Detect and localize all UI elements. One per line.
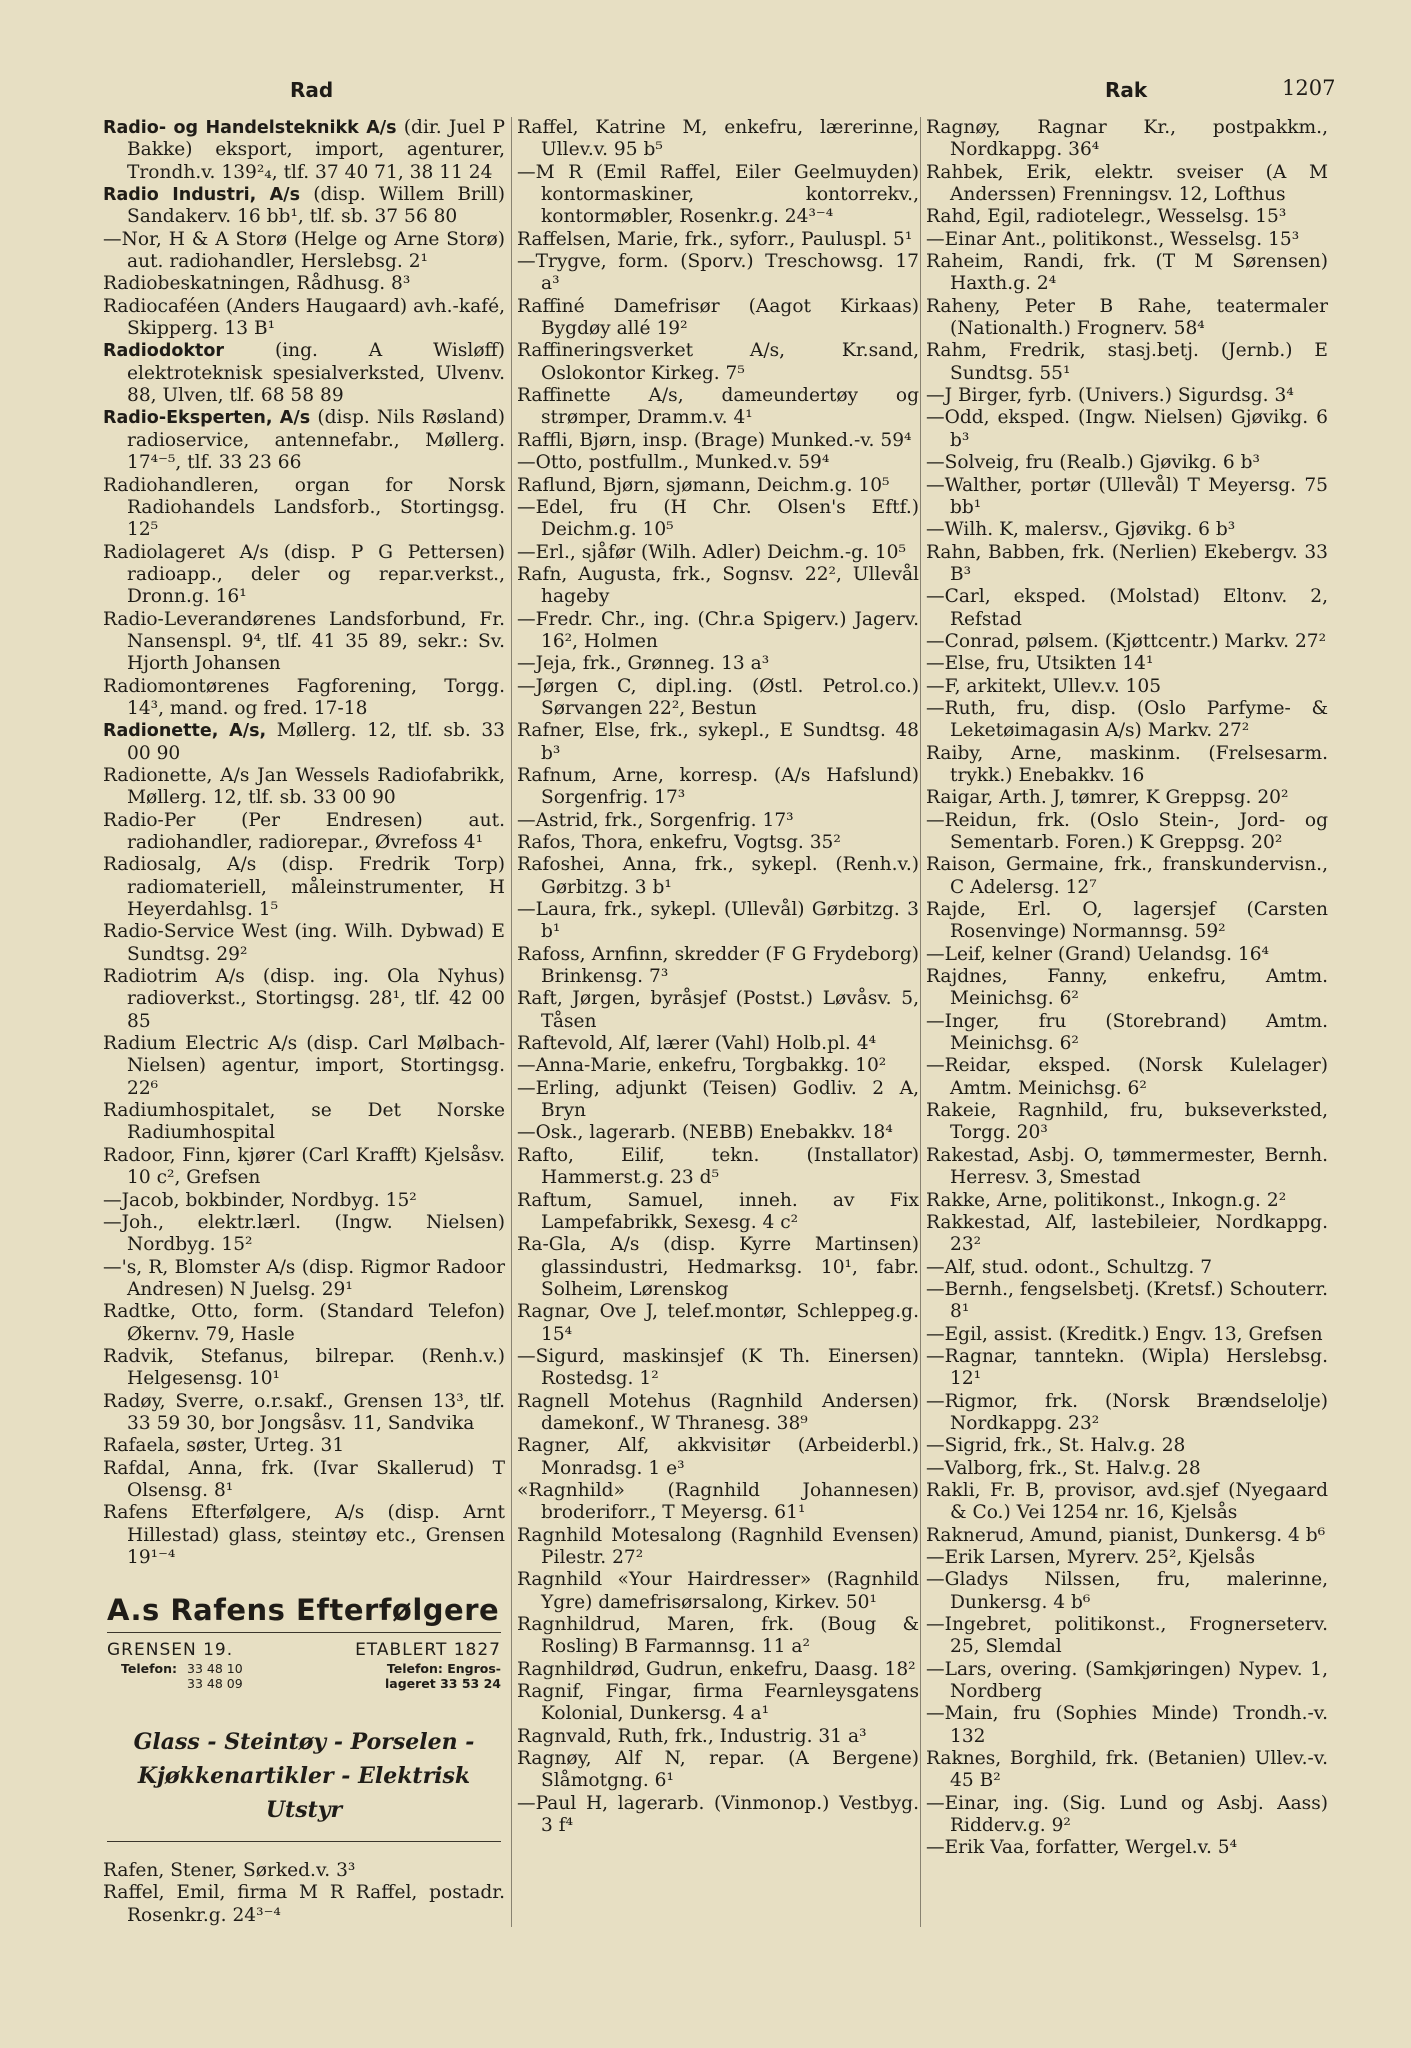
- directory-entry: [926, 475, 1328, 520]
- directory-entry: [517, 944, 919, 989]
- ad-products-line-2: Kjøkkenartikler - Elektrisk Utstyr: [137, 1763, 471, 1824]
- entry-text: —Jacob, bokbinder, Nordbyg. 15²: [103, 1189, 417, 1211]
- directory-entry: [926, 631, 1328, 653]
- entry-text: Rafnum, Arne, korresp. (A/s Hafslund) Sorgenfrig. 17³: [517, 764, 919, 809]
- ad-title: A.s Rafens Efterfølgere: [107, 1597, 501, 1632]
- entry-text: Raheim, Randi, frk. (T M Sørensen) Haxth.g. 2⁴: [926, 251, 1328, 295]
- entry-text: —Astrid, frk., Sorgenfrig. 17³: [517, 809, 794, 831]
- directory-entry: [926, 653, 1328, 675]
- directory-entry: [103, 407, 505, 474]
- directory-entry: [517, 430, 919, 452]
- directory-entry: [926, 452, 1328, 474]
- directory-entry: [517, 229, 919, 251]
- directory-entry: [926, 966, 1328, 1011]
- entry-text: —Erik Larsen, Myrerv. 25², Kjelsås: [926, 1547, 1255, 1568]
- entry-text: Rafens Efterfølgere, A/s (disp. Arnt Hillestad) glass, steintøy etc., Grensen 19¹⁻⁴: [103, 1502, 505, 1568]
- entry-text: Ragnif, Fingar, firma Fearnleysgatens Kolonial, Dunkersg. 4 a¹: [517, 1681, 919, 1725]
- entry-text: —Erling, adjunkt (Teisen) Godliv. 2 A, Bryn: [517, 1077, 919, 1122]
- directory-entry: [926, 1458, 1328, 1480]
- directory-entry: [103, 676, 505, 721]
- entry-text: Rajde, Erl. O, lagersjef (Carsten Rosenvinge) Normannsg. 59²: [926, 899, 1328, 943]
- directory-entry: [926, 1659, 1328, 1704]
- directory-entry: [926, 1614, 1328, 1659]
- entry-text: —Jørgen C, dipl.ing. (Østl. Petrol.co.) Sørvangen 22², Bestun: [517, 675, 919, 719]
- entry-text: Raiby, Arne, maskinm. (Frelsesarm. trykk.) Enebakkv. 16: [926, 742, 1328, 786]
- entry-text: —Otto, postfullm., Munked.v. 59⁴: [517, 452, 830, 474]
- entry-text: Radiohandleren, organ for Norsk Radiohandels Landsforb., Stortingsg. 12⁵: [103, 474, 505, 541]
- entry-text: —Laura, frk., sykepl. (Ullevål) Gørbitzg. 3 b¹: [517, 899, 919, 943]
- page-number: 1207: [1282, 76, 1336, 100]
- column-1: [103, 117, 505, 1927]
- entry-text: Rafen, Stener, Sørked.v. 3³: [103, 1860, 356, 1882]
- entry-text: Ragnvald, Ruth, frk., Industrig. 31 a³: [517, 1725, 867, 1747]
- entry-text: Rafoss, Arnfinn, skredder (F G Frydeborg) Brinkensg. 7³: [517, 943, 919, 988]
- directory-entry: [926, 1346, 1328, 1391]
- directory-entry: [517, 162, 919, 229]
- entry-text: Raflund, Bjørn, sjømann, Deichm.g. 10⁵: [517, 474, 890, 496]
- entry-text: —Solveig, fru (Realb.) Gjøvikg. 6 b³: [926, 452, 1260, 474]
- directory-entry: [103, 117, 505, 184]
- entry-text: Rakeie, Ragnhild, fru, bukseverksted, Torgg. 20³: [926, 1100, 1328, 1144]
- entry-text: Rahm, Fredrik, stasj.betj. (Jernb.) E Sundtsg. 55¹: [926, 340, 1328, 384]
- entry-text: Rakke, Arne, politikonst., Inkogn.g. 2²: [926, 1189, 1287, 1211]
- entry-text: —Jeja, frk., Grønneg. 13 a³: [517, 653, 770, 675]
- directory-entry: [926, 542, 1328, 587]
- directory-entry: [517, 564, 919, 609]
- ad-products-line-1: Glass - Steintøy - Porselen -: [133, 1729, 475, 1756]
- entry-text: Radionette, A/s Jan Wessels Radiofabrikk, Møllerg. 12, tlf. sb. 33 00 90: [103, 764, 505, 809]
- entry-text: Raftevold, Alf, lærer (Vahl) Holb.pl. 4⁴: [517, 1033, 877, 1055]
- directory-entry: [517, 1078, 919, 1123]
- directory-entry: [517, 385, 919, 430]
- directory-entry: [517, 1793, 919, 1838]
- entry-text: Radøy, Sverre, o.r.sakf., Grensen 13³, tlf. 33 59 30, bor Jongsåsv. 11, Sandvika: [103, 1390, 505, 1434]
- entry-text: —Erl., sjåfør (Wilh. Adler) Deichm.-g. 10⁵: [517, 541, 906, 563]
- entry-text: —Paul H, lagerarb. (Vinmonop.) Vestbyg. 3 f⁴: [517, 1792, 919, 1837]
- entry-text: Raffineringsverket A/s, Kr.sand, Oslokontor Kirkeg. 7⁵: [517, 340, 919, 384]
- entry-text: Radiocaféen (Anders Haugaard) avh.-kafé, Skipperg. 13 B¹: [103, 295, 505, 340]
- entry-text: Radiotrim A/s (disp. ing. Ola Nyhus) radioverkst., Stortingsg. 28¹, tlf. 42 00 85: [103, 966, 505, 1032]
- directory-entry: [517, 1190, 919, 1235]
- directory-entry: [517, 676, 919, 721]
- directory-entry: [103, 229, 505, 274]
- directory-entry: [103, 1502, 505, 1569]
- directory-entry: [517, 1055, 919, 1077]
- entry-text: Raknerud, Amund, pianist, Dunkersg. 4 b⁶: [926, 1524, 1326, 1546]
- entry-text: Ragnhildrød, Gudrun, enkefru, Daasg. 18²: [517, 1658, 916, 1680]
- entry-text: —Sigurd, maskinsjef (K Th. Einersen) Rostedsg. 1²: [517, 1345, 919, 1390]
- entry-text: Raftum, Samuel, inneh. av Fix Lampefabrikk, Sexesg. 4 c²: [517, 1189, 919, 1233]
- entry-text: Ra-Gla, A/s (disp. Kyrre Martinsen) glassindustri, Hedmarksg. 10¹, fabr. Solheim, Lørenskog: [517, 1234, 919, 1300]
- directory-entry: [517, 988, 919, 1033]
- directory-entry: [926, 899, 1328, 944]
- directory-entry: [517, 1726, 919, 1748]
- entry-text: —Gladys Nilssen, fru, malerinne, Dunkersg. 4 b⁶: [926, 1569, 1328, 1613]
- entry-text: Ragnhildrud, Maren, frk. (Boug & Rosling) B Farmannsg. 11 a²: [517, 1614, 919, 1658]
- directory-entry: [517, 497, 919, 542]
- directory-entry: [926, 854, 1328, 899]
- directory-entry: [103, 854, 505, 921]
- directory-entry: [926, 407, 1328, 452]
- directory-entry: [517, 832, 919, 854]
- directory-entry: [926, 586, 1328, 631]
- directory-entry: [926, 1100, 1328, 1145]
- directory-entry: [926, 117, 1328, 162]
- directory-entry: [103, 1301, 505, 1346]
- directory-entry: [103, 1145, 505, 1190]
- directory-entry: [517, 542, 919, 564]
- entry-text: Raft, Jørgen, byråsjef (Postst.) Løvåsv. 5, Tåsen: [517, 988, 919, 1032]
- entry-text: Radiomontørenes Fagforening, Torgg. 14³, mand. og fred. 17-18: [103, 675, 505, 719]
- entry-name-bold: Radio- og Handelsteknikk A/s: [103, 118, 397, 138]
- entry-text: (disp. Willem Brill) Sandakerv. 16 bb¹, tlf. sb. 37 56 80: [127, 184, 505, 228]
- entry-text: Raison, Germaine, frk., franskundervisn., C Adelersg. 12⁷: [926, 854, 1328, 898]
- entry-text: Raigar, Arth. J, tømrer, K Greppsg. 20²: [926, 787, 1289, 809]
- entry-text: —Trygve, form. (Sporv.) Treschowsg. 17 a³: [517, 251, 919, 295]
- ad-address: GRENSEN 19.: [107, 1639, 234, 1660]
- entry-text: (dir. Juel P Bakke) eksport, import, agenturer, Trondh.v. 139²₄, tlf. 37 40 71, 38 11 24: [127, 117, 505, 183]
- entry-text: Ragnøy, Ragnar Kr., postpakkm., Nordkappg. 36⁴: [926, 117, 1328, 161]
- entry-text: Raffel, Katrine M, enkefru, lærerinne, Ullev.v. 95 b⁵: [517, 117, 919, 161]
- directory-entry: [926, 1525, 1328, 1547]
- directory-entry: [517, 340, 919, 385]
- directory-entry: [103, 1257, 505, 1302]
- entry-text: Radio-Leverandørenes Landsforbund, Fr. Nansenspl. 9⁴, tlf. 41 35 89, sekr.: Sv. Hjorth Johansen: [103, 608, 505, 675]
- directory-entry: [926, 1011, 1328, 1056]
- entry-name-bold: Radiodoktor: [103, 341, 225, 362]
- entry-text: Radio-Per (Per Endresen) aut. radiohandler, radiorepar., Øvrefoss 4¹: [103, 809, 505, 853]
- entry-text: —Carl, eksped. (Molstad) Eltonv. 2, Refstad: [926, 586, 1328, 630]
- directory-entry: [103, 720, 505, 765]
- entry-text: Radium Electric A/s (disp. Carl Mølbach-Nielsen) agentur, import, Stortingsg. 22⁶: [103, 1033, 505, 1099]
- entry-text: —Else, fru, Utsikten 14¹: [926, 653, 1154, 675]
- directory-entry: [926, 944, 1328, 966]
- entry-text: «Ragnhild» (Ragnhild Johannesen) broderiforr., T Meyersg. 61¹: [517, 1479, 919, 1524]
- entry-text: Rakkestad, Alf, lastebileier, Nordkappg. 23²: [926, 1211, 1328, 1256]
- advertisement: [103, 1593, 505, 1852]
- entry-text: —Ingebret, politikonst., Frognerseterv. 25, Slemdal: [926, 1614, 1328, 1658]
- entry-text: Rafn, Augusta, frk., Sognsv. 22², Ullevål hageby: [517, 563, 919, 608]
- directory-entry: [103, 1190, 505, 1212]
- directory-entry: [926, 1793, 1328, 1838]
- entry-text: —Erik Vaa, forfatter, Wergel.v. 5⁴: [926, 1837, 1238, 1859]
- directory-entry: [926, 1257, 1328, 1279]
- directory-entry: [517, 117, 919, 162]
- directory-entry: [926, 162, 1328, 207]
- entry-text: —Osk., lagerarb. (NEBB) Enebakkv. 18⁴: [517, 1122, 893, 1144]
- directory-entry: [926, 743, 1328, 788]
- entry-text: —Egil, assist. (Kreditk.) Engv. 13, Grefsen: [926, 1323, 1323, 1345]
- entry-text: Raffinette A/s, dameundertøy og strømper, Dramm.v. 4¹: [517, 385, 919, 429]
- column-1-entries: [103, 117, 505, 1569]
- entry-text: —Ragnar, tanntekn. (Wipla) Herslebsg. 12¹: [926, 1345, 1328, 1390]
- directory-entry: [926, 1324, 1328, 1346]
- directory-entry: [926, 251, 1328, 296]
- entry-text: —Bernh., fengselsbetj. (Kretsf.) Schouterr. 8¹: [926, 1278, 1328, 1323]
- entry-text: Rafner, Else, frk., sykepl., E Sundtsg. 48 b³: [517, 720, 919, 764]
- directory-entry: [517, 810, 919, 832]
- entry-text: Rahbek, Erik, elektr. sveiser (A M Anderssen) Frenningsv. 12, Lofthus: [926, 161, 1328, 206]
- entry-text: (disp. Nils Røsland) radioservice, antennefabr., Møllerg. 17⁴⁻⁵, tlf. 33 23 66: [127, 407, 506, 474]
- directory-entry: [517, 1346, 919, 1391]
- column-divider: [511, 117, 512, 1927]
- entry-text: Radio-Service West (ing. Wilh. Dybwad) E Sundtsg. 29²: [103, 921, 505, 965]
- entry-text: Radiosalg, A/s (disp. Fredrik Torp) radiomateriell, måleinstrumenter, H Heyerdahlsg. 1⁵: [103, 854, 505, 921]
- entry-text: —Alf, stud. odont., Schultzg. 7: [926, 1256, 1213, 1278]
- directory-entry: [103, 475, 505, 542]
- directory-entry: [926, 1547, 1328, 1569]
- directory-entry: [926, 787, 1328, 809]
- entry-text: —Valborg, frk., St. Halv.g. 28: [926, 1457, 1201, 1479]
- entry-name-bold: Radionette, A/s,: [103, 721, 267, 742]
- directory-entry: [103, 1435, 505, 1457]
- entry-text: Radiumhospitalet, se Det Norske Radiumhospital: [103, 1100, 505, 1144]
- directory-entry: [103, 765, 505, 810]
- entry-text: —'s, R, Blomster A/s (disp. Rigmor Radoor Andresen) N Juelsg. 29¹: [103, 1256, 505, 1300]
- directory-entry: [517, 1301, 919, 1346]
- entry-text: Radtke, Otto, form. (Standard Telefon) Økernv. 79, Hasle: [103, 1301, 505, 1345]
- directory-entry: [517, 1569, 919, 1614]
- directory-entry: [517, 1122, 919, 1144]
- directory-entry: [926, 1569, 1328, 1614]
- entry-text: —Anna-Marie, enkefru, Torgbakkg. 10²: [517, 1055, 887, 1077]
- ad-tel-label: Telefon:: [121, 1661, 178, 1677]
- entry-text: Møllerg. 12, tlf. sb. 33 00 90: [127, 720, 506, 764]
- entry-text: Ragnøy, Alf N, repar. (A Bergene) Slåmotgng. 6¹: [517, 1748, 919, 1792]
- column-2: [517, 117, 919, 1837]
- entry-text: Rafos, Thora, enkefru, Vogtsg. 35²: [517, 832, 841, 853]
- directory-entry: [926, 1748, 1328, 1793]
- ad-products: [107, 1725, 501, 1827]
- directory-entry: [517, 1145, 919, 1190]
- entry-text: —Reidar, eksped. (Norsk Kulelager) Amtm. Meinichsg. 6²: [926, 1055, 1328, 1099]
- entry-text: Rajdnes, Fanny, enkefru, Amtm. Meinichsg. 6²: [926, 966, 1328, 1010]
- ad-tel2-sub: lageret 33 53 24: [384, 1676, 501, 1692]
- directory-entry: [926, 1703, 1328, 1748]
- ad-separator: [107, 1841, 501, 1842]
- entry-text: —Odd, eksped. (Ingw. Nielsen) Gjøvikg. 6 b³: [926, 407, 1328, 451]
- directory-entry: [517, 1748, 919, 1793]
- entry-text: Ragnell Motehus (Ragnhild Andersen) damekonf., W Thranesg. 38⁹: [517, 1390, 919, 1434]
- entry-text: Rakli, Fr. B, provisor, avd.sjef (Nyegaard & Co.) Vei 1254 nr. 16, Kjelsås: [926, 1479, 1328, 1524]
- entry-text: Raffiné Damefrisør (Aagot Kirkaas) Bygdøy allé 19²: [517, 295, 919, 340]
- ad-info-row: [107, 1639, 501, 1691]
- directory-entry: [517, 609, 919, 654]
- directory-entry: [103, 921, 505, 966]
- entry-text: —M R (Emil Raffel, Eiler Geelmuyden) kontormaskiner, kontorrekv., kontormøbler, Rosenkr.g. 24³⁻⁴: [517, 161, 919, 228]
- directory-entry: [517, 720, 919, 765]
- entry-text: —Joh., elektr.lærl. (Ingw. Nielsen) Nordbyg. 15²: [103, 1211, 505, 1256]
- directory-entry: [926, 1480, 1328, 1525]
- directory-entry: [103, 542, 505, 609]
- entry-text: Radoor, Finn, kjører (Carl Krafft) Kjelsåsv. 10 c², Grefsen: [103, 1144, 505, 1189]
- directory-entry: [517, 251, 919, 296]
- entry-text: Radiolageret A/s (disp. P G Pettersen) radioapp., deler og repar.verkst., Dronn.g. 16¹: [103, 541, 505, 608]
- ad-telephone-wholesale: [355, 1661, 501, 1691]
- directory-entry: [517, 1659, 919, 1681]
- directory-entry: [103, 609, 505, 676]
- entry-text: —Einar, ing. (Sig. Lund og Asbj. Aass) Ridderv.g. 9²: [926, 1792, 1328, 1837]
- directory-entry: [103, 810, 505, 855]
- entry-text: Rahd, Egil, radiotelegr., Wesselsg. 15³: [926, 206, 1287, 228]
- entry-text: —Fredr. Chr., ing. (Chr.a Spigerv.) Jagerv. 16², Holmen: [517, 608, 919, 652]
- directory-entry: [517, 1480, 919, 1525]
- directory-entry: [103, 273, 505, 295]
- directory-entry: [517, 899, 919, 944]
- entry-text: —Conrad, pølsem. (Kjøttcentr.) Markv. 27²: [926, 630, 1327, 652]
- directory-entry: [926, 1212, 1328, 1257]
- entry-text: Radiobeskatningen, Rådhusg. 8³: [103, 273, 411, 295]
- directory-entry: [926, 1055, 1328, 1100]
- directory-entry: [103, 1391, 505, 1436]
- directory-entry: [926, 385, 1328, 407]
- directory-entry: [517, 1033, 919, 1055]
- directory-entry: [517, 1435, 919, 1480]
- entry-text: —Nor, H & A Storø (Helge og Arne Storø) aut. radiohandler, Herslebsg. 2¹: [103, 228, 505, 273]
- directory-entry: [926, 229, 1328, 251]
- entry-text: —Leif, kelner (Grand) Uelandsg. 16⁴: [926, 943, 1270, 965]
- directory-entry: [103, 1458, 505, 1503]
- directory-entry: [517, 475, 919, 497]
- entry-text: —Rigmor, frk. (Norsk Brændselolje) Nordkappg. 23²: [926, 1390, 1328, 1434]
- entry-text: —Reidun, frk. (Oslo Stein-, Jord- og Sementarb. Foren.) K Greppsg. 20²: [926, 809, 1328, 853]
- column-3: [926, 117, 1328, 1860]
- directory-entry: [103, 1346, 505, 1391]
- ad-tel-numbers: 33 48 10 33 48 09: [187, 1661, 243, 1692]
- directory-entry: [926, 206, 1328, 228]
- entry-text: Raheny, Peter B Rahe, teatermaler (Nationalth.) Frognerv. 58⁴: [926, 295, 1328, 340]
- column-1-after-ad: [103, 1860, 505, 1927]
- entry-text: Radvik, Stefanus, bilrepar. (Renh.v.) Helgesensg. 10¹: [103, 1345, 505, 1390]
- directory-entry: [103, 184, 505, 229]
- page-header: [0, 72, 1411, 112]
- directory-entry: [926, 676, 1328, 698]
- directory-entry: [517, 1525, 919, 1570]
- entry-text: —F, arkitekt, Ullev.v. 105: [926, 675, 1162, 697]
- directory-entry: [517, 1614, 919, 1659]
- entry-text: —Inger, fru (Storebrand) Amtm. Meinichsg. 6²: [926, 1010, 1328, 1055]
- entry-name-bold: Radio-Eksperten, A/s: [103, 408, 311, 429]
- directory-entry: [926, 1145, 1328, 1190]
- entry-text: —Lars, overing. (Samkjøringen) Nypev. 1, Nordberg: [926, 1658, 1328, 1703]
- entry-text: Ragnar, Ove J, telef.montør, Schleppeg.g. 15⁴: [517, 1301, 919, 1345]
- directory-entry: [926, 1435, 1328, 1457]
- directory-entry: [517, 1681, 919, 1726]
- directory-entry: [926, 1391, 1328, 1436]
- entry-text: Raknes, Borghild, frk. (Betanien) Ullev.-v. 45 B²: [926, 1748, 1328, 1792]
- entry-text: —Sigrid, frk., St. Halv.g. 28: [926, 1435, 1186, 1457]
- directory-entry: [517, 854, 919, 899]
- directory-entry: [517, 452, 919, 474]
- directory-entry: [926, 810, 1328, 855]
- ad-telephone: [121, 1661, 243, 1691]
- entry-text: Raffli, Bjørn, insp. (Brage) Munked.-v. 59⁴: [517, 429, 912, 451]
- directory-entry: [103, 1100, 505, 1145]
- entry-text: —Wilh. K, malersv., Gjøvikg. 6 b³: [926, 519, 1236, 541]
- directory-entry: [103, 340, 505, 407]
- entry-text: (ing. A Wisløff) elektroteknisk spesialverksted, Ulvenv. 88, Ulven, tlf. 68 58 89: [127, 340, 505, 407]
- directory-entry: [926, 698, 1328, 743]
- directory-entry: [103, 1882, 505, 1927]
- running-head-right: Rak: [1105, 78, 1148, 102]
- entry-text: —Main, fru (Sophies Minde) Trondh.-v. 132: [926, 1703, 1328, 1747]
- entry-text: Ragnhild Motesalong (Ragnhild Evensen) Pilestr. 27²: [517, 1524, 919, 1568]
- directory-entry: [517, 296, 919, 341]
- directory-entry: [517, 1391, 919, 1436]
- directory-entry: [926, 1190, 1328, 1212]
- directory-entry: [926, 340, 1328, 385]
- entry-text: Rafoshei, Anna, frk., sykepl. (Renh.v.) Gørbitzg. 3 b¹: [517, 854, 919, 898]
- entry-text: —Edel, fru (H Chr. Olsen's Eftf.) Deichm.g. 10⁵: [517, 496, 919, 541]
- entry-text: —J Birger, fyrb. (Univers.) Sigurdsg. 3⁴: [926, 385, 1294, 407]
- entry-text: Ragner, Alf, akkvisitør (Arbeiderbl.) Monradsg. 1 e³: [517, 1435, 919, 1479]
- entry-text: Rakestad, Asbj. O, tømmermester, Bernh. Herresv. 3, Smestad: [926, 1144, 1328, 1189]
- entry-text: —Ruth, fru, disp. (Oslo Parfyme- & Leketøimagasin A/s) Markv. 27²: [926, 697, 1328, 742]
- directory-entry: [103, 1212, 505, 1257]
- directory-entry: [517, 653, 919, 675]
- directory-entry: [926, 1279, 1328, 1324]
- column-divider: [920, 117, 921, 1927]
- directory-entry: [103, 296, 505, 341]
- entry-text: Ragnhild «Your Hairdresser» (Ragnhild Ygre) damefrisørsalong, Kirkev. 50¹: [517, 1569, 919, 1613]
- entry-text: Raffelsen, Marie, frk., syforr., Pauluspl. 5¹: [517, 228, 913, 250]
- entry-text: Raffel, Emil, firma M R Raffel, postadr. Rosenkr.g. 24³⁻⁴: [103, 1882, 505, 1926]
- directory-entry: [103, 1033, 505, 1100]
- directory-entry: [926, 519, 1328, 541]
- entry-name-bold: Radio Industri, A/s: [103, 185, 300, 206]
- directory-entry: [517, 1234, 919, 1301]
- directory-entry: [103, 966, 505, 1033]
- directory-entry: [926, 296, 1328, 341]
- ad-tel2-label: Telefon: Engros-: [386, 1661, 501, 1677]
- directory-entry: [517, 765, 919, 810]
- entry-text: —Walther, portør (Ullevål) T Meyersg. 75 bb¹: [926, 474, 1328, 518]
- entry-text: Rafaela, søster, Urteg. 31: [103, 1435, 345, 1457]
- entry-text: Rahn, Babben, frk. (Nerlien) Ekebergv. 33 B³: [926, 541, 1328, 585]
- directory-entry: [926, 1837, 1328, 1859]
- directory-entry: [103, 1860, 505, 1882]
- ad-established: ETABLERT 1827: [355, 1639, 501, 1660]
- entry-text: —Einar Ant., politikonst., Wesselsg. 15³: [926, 228, 1300, 250]
- running-head-left: Rad: [290, 78, 334, 102]
- entry-text: Rafto, Eilif, tekn. (Installator) Hammerst.g. 23 d⁵: [517, 1144, 919, 1189]
- entry-text: Rafdal, Anna, frk. (Ivar Skallerud) T Olsensg. 8¹: [103, 1457, 505, 1501]
